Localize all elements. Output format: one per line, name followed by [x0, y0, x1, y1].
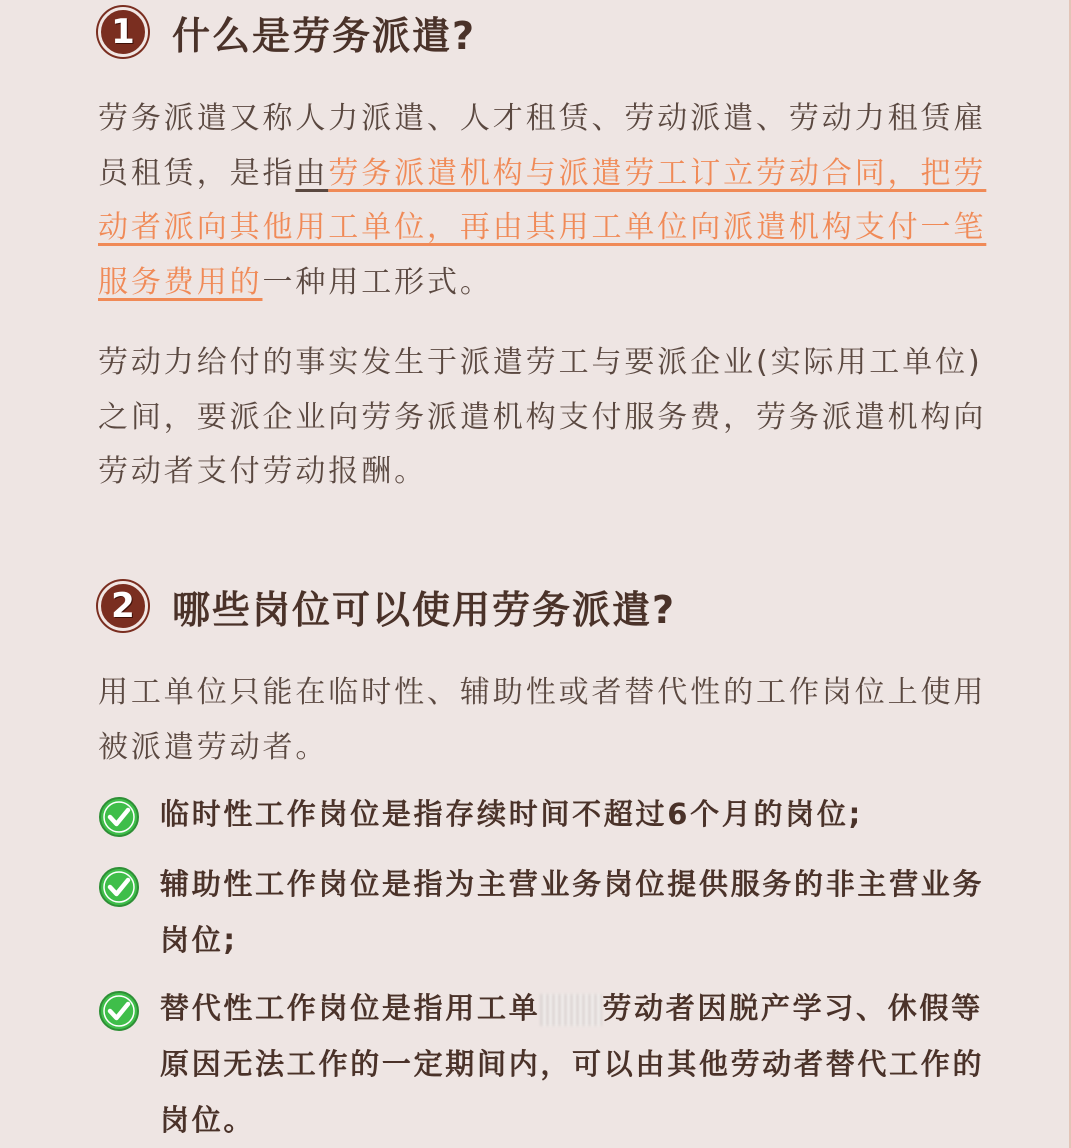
section-1-heading: [98, 2, 476, 62]
definition-paragraph: [98, 92, 1010, 310]
section-2-heading: [98, 576, 676, 636]
green-check-circle-icon: [98, 796, 140, 838]
check-item-temporary: [98, 794, 1010, 842]
check-item-substitute: [98, 988, 1010, 1148]
check-item-text: 辅助性工作岗位是指为主营业务岗位提供服务的非主营业务岗位;: [160, 867, 985, 957]
definition-underlined-word: 由: [295, 155, 329, 191]
section-2-title: 哪些岗位可以使用劳务派遣?: [172, 587, 677, 632]
section-1-title: 什么是劳务派遣?: [172, 13, 477, 58]
section-2-number: 2: [111, 586, 135, 626]
check-item-text-start: 替代性工作岗位是指用工单: [160, 991, 541, 1025]
number-circle-icon: [98, 7, 148, 57]
section-1-number: 1: [111, 12, 135, 52]
blurred-region: [540, 994, 602, 1026]
definition-text-end: 一种用工形式。: [262, 264, 493, 300]
check-item-text: 临时性工作岗位是指存续时间不超过6个月的岗位;: [160, 797, 863, 831]
positions-intro-paragraph: 用工单位只能在临时性、辅助性或者替代性的工作岗位上使用被派遣劳动者。: [98, 675, 987, 765]
definition-text-start: 劳务派遣又称人力派遣、人才租赁、劳动派遣、劳动力租赁雇员租赁，是指: [98, 101, 987, 191]
green-check-circle-icon: [98, 866, 140, 908]
definition-highlight: 劳务派遣机构与派遣劳工订立劳动合同，把劳动者派向其他用工单位，再由其用工单位向派遣机构支付一笔服务费用的: [98, 155, 987, 300]
check-item-auxiliary: [98, 864, 1010, 968]
check-item-text-end: 劳动者因脱产学习、休假等原因无法工作的一定期间内，可以由其他劳动者替代工作的岗位。: [160, 991, 985, 1137]
green-check-circle-icon: [98, 990, 140, 1032]
labor-payment-paragraph: 劳动力给付的事实发生于派遣劳工与要派企业(实际用工单位)之间，要派企业向劳务派遣机构支付服务费，劳务派遣机构向劳动者支付劳动报酬。: [98, 345, 987, 489]
number-circle-icon: [98, 581, 148, 631]
check-item-text: [160, 980, 1010, 1148]
